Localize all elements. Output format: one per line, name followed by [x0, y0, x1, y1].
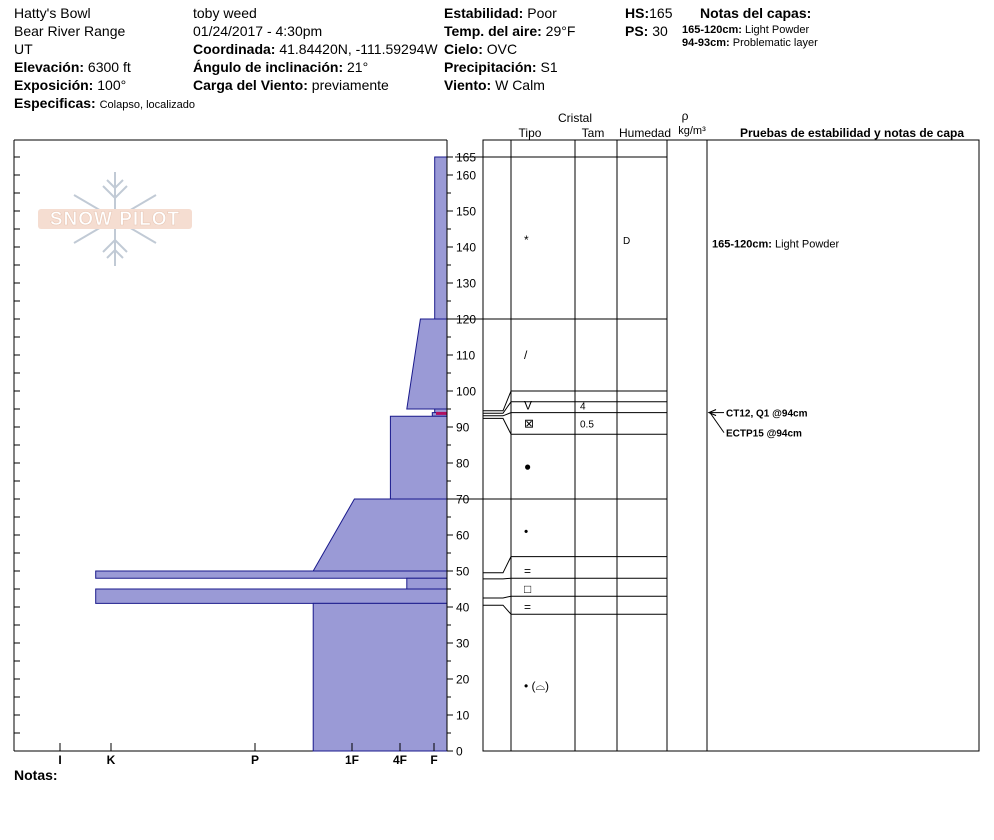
hardness-segment	[96, 589, 447, 603]
sky-label: Cielo:	[444, 41, 483, 57]
depth-tick-label: 20	[456, 672, 470, 687]
windload-value: previamente	[311, 77, 389, 93]
hardness-segment	[407, 578, 447, 589]
crystal-header: Cristal	[557, 111, 593, 125]
aspect-label: Exposición:	[14, 77, 94, 93]
layer-connector	[483, 402, 511, 414]
ps-label: PS:	[625, 23, 649, 39]
crystal-type-symbol: /	[524, 348, 528, 362]
hardness-tick-label: K	[106, 753, 116, 767]
hardness-tick-label: F	[430, 753, 438, 767]
airtemp-value: 29°F	[545, 23, 576, 39]
depth-tick-label: 50	[456, 564, 470, 579]
layer-connector	[483, 605, 511, 614]
depth-tick-label: 165	[456, 150, 477, 165]
depth-tick-label: 0	[456, 744, 463, 759]
crystal-size: 0.5	[580, 419, 594, 431]
crystal-size: 4	[580, 401, 586, 413]
depth-tick-label: 140	[456, 240, 477, 255]
layer-note-text: Problematic layer	[732, 37, 818, 49]
layer-connector	[483, 557, 511, 573]
crystal-type-symbol: □	[524, 582, 532, 596]
layer-connector	[483, 418, 511, 434]
hardness-profile	[96, 157, 447, 751]
precip-label: Precipitación:	[444, 59, 537, 75]
airtemp-label: Temp. del aire:	[444, 23, 542, 39]
hardness-tick-label: I	[58, 753, 62, 767]
moisture-value: D	[623, 235, 631, 247]
hardness-tick-label: P	[250, 753, 260, 767]
depth-tick-label: 150	[456, 204, 477, 219]
depth-tick-label: 100	[456, 384, 477, 399]
crystal-type-symbol: • (⌓)	[524, 679, 550, 694]
crystal-type-symbol: *	[524, 232, 529, 247]
crystal-type-symbol: ⊠	[524, 416, 535, 431]
layer-connector	[483, 578, 511, 579]
size-header: Tam	[581, 126, 605, 140]
depth-tick-label: 120	[456, 312, 477, 327]
depth-tick-label: 40	[456, 600, 470, 615]
density-unit-header: kg/m³	[678, 125, 706, 137]
elevation-label: Elevación:	[14, 59, 85, 75]
table-grid	[483, 140, 979, 751]
stability-value: Poor	[527, 5, 557, 21]
location: Hatty's Bowl	[14, 5, 91, 21]
layer-connector	[483, 596, 511, 598]
wind-value: W Calm	[495, 77, 545, 93]
layer-note-range: 165-120cm:	[682, 24, 742, 36]
slope-label: Ángulo de inclinación:	[193, 59, 344, 75]
wind-label: Viento:	[444, 77, 492, 93]
crystal-type-symbol: =	[524, 564, 532, 578]
depth-tick-label: 160	[456, 168, 477, 183]
crystal-type-symbol: ●	[524, 459, 532, 474]
problem-layer-marker	[436, 412, 447, 415]
observer: toby weed	[193, 5, 257, 21]
depth-tick-label: 80	[456, 456, 470, 471]
hardness-segment	[313, 499, 447, 571]
layer-comment-text: Light Powder	[775, 238, 840, 251]
crystal-type-symbol: =	[524, 600, 532, 614]
hs-value: 165	[649, 5, 673, 21]
specifics-value: Colapso, localizado	[99, 99, 195, 111]
layer-comment-range: 165-120cm:	[712, 238, 775, 251]
coords-label: Coordinada:	[193, 41, 276, 57]
mountain-range: Bear River Range	[14, 23, 126, 39]
layer-cells	[524, 233, 840, 693]
datetime: 01/24/2017 - 4:30pm	[193, 23, 323, 39]
hardness-tick-label: 4F	[392, 753, 408, 767]
precip-value: S1	[540, 59, 558, 75]
stability-label: Estabilidad:	[444, 5, 524, 21]
crystal-type-symbol: V	[524, 398, 533, 413]
stability-test-note: ECTP15 @94cm	[726, 428, 802, 440]
state: UT	[14, 41, 33, 57]
hardness-segment	[390, 416, 447, 499]
table-frame	[483, 140, 979, 751]
layer-notes-title: Notas del capas:	[700, 5, 812, 21]
depth-tick-label: 130	[456, 276, 477, 291]
elevation-value: 6300 ft	[87, 59, 131, 75]
slope-value: 21°	[347, 59, 369, 75]
hs-label: HS:	[625, 5, 650, 21]
hardness-segment	[96, 571, 447, 578]
depth-tick-label: 70	[456, 492, 470, 507]
depth-tick-label: 90	[456, 420, 470, 435]
logo-text: SNOW PILOT	[49, 209, 181, 230]
left-axis-ticks	[14, 157, 20, 751]
density-rho-header: ρ	[681, 109, 689, 123]
specifics-label: Especificas:	[14, 95, 96, 111]
hardness-segment	[435, 157, 447, 319]
sky-value: OVC	[486, 41, 518, 57]
hardness-segment	[407, 319, 447, 409]
layer-comment	[712, 238, 840, 250]
notes-label: Notas:	[14, 767, 58, 783]
depth-axis	[447, 151, 667, 759]
layer-note-text: Light Powder	[745, 24, 810, 36]
stability-test-note: CT12, Q1 @94cm	[726, 408, 808, 420]
depth-tick-label: 10	[456, 708, 470, 723]
stability-tests	[709, 409, 808, 440]
moisture-header: Humedad	[618, 126, 672, 140]
hardness-segment	[313, 603, 447, 751]
crystal-type-symbol: •	[524, 524, 529, 539]
test-arrow	[710, 413, 724, 433]
depth-tick-label: 30	[456, 636, 470, 651]
depth-tick-label: 110	[456, 348, 476, 363]
layer-boundaries	[453, 319, 667, 614]
layer-note-range: 94-93cm:	[682, 37, 730, 49]
tests-header: Pruebas de estabilidad y notas de capa	[739, 126, 965, 140]
depth-tick-label: 60	[456, 528, 470, 543]
notes-field	[14, 766, 58, 784]
type-header: Tipo	[518, 126, 542, 140]
aspect-value: 100°	[97, 77, 127, 93]
windload-label: Carga del Viento:	[193, 77, 308, 93]
hardness-tick-label: 1F	[344, 753, 360, 767]
snowpilot-logo	[38, 172, 192, 266]
coords-value: 41.84420N, -111.59294W	[279, 41, 438, 57]
ps-value: 30	[652, 23, 668, 39]
